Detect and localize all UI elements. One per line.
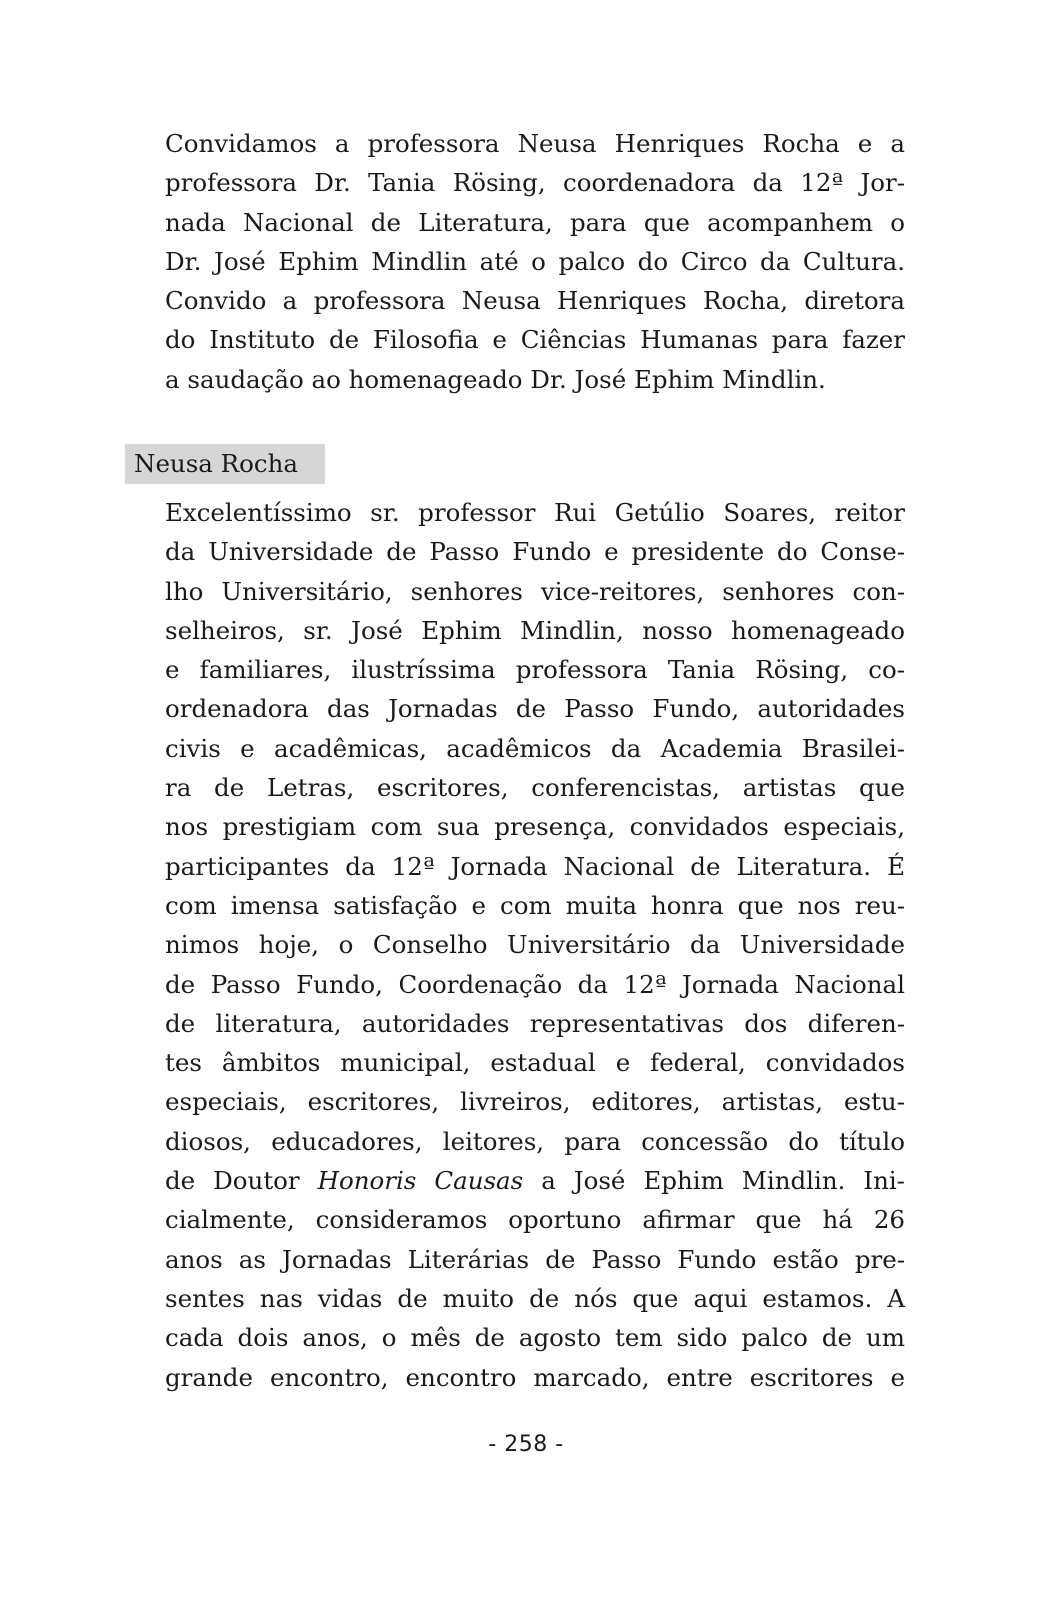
text-line: do Instituto de Filosofia e Ciências Humanas para fazer — [165, 325, 905, 355]
text-line: especiais, escritores, livreiros, editores, artistas, estu- — [165, 1087, 905, 1117]
text-line: nimos hoje, o Conselho Universitário da Universidade — [165, 930, 905, 960]
text-line: de Doutor Honoris Causas a José Ephim Mindlin. Ini- — [165, 1166, 905, 1196]
text-line: nada Nacional de Literatura, para que acompanhem o — [165, 207, 905, 237]
text-line: a saudação ao homenageado Dr. José Ephim Mindlin. — [165, 364, 826, 394]
intro-paragraph — [165, 124, 905, 399]
text-line: ordenadora das Jornadas de Passo Fundo, autoridades — [165, 694, 905, 724]
text-line: nos prestigiam com sua presença, convidados especiais, — [165, 812, 905, 842]
speaker-label: Neusa Rocha — [125, 444, 325, 484]
text-line: participantes da 12ª Jornada Nacional de Literatura. É — [165, 851, 905, 881]
text-line: ra de Letras, escritores, conferencistas, artistas que — [165, 773, 905, 803]
text-line: tes âmbitos municipal, estadual e federal, convidados — [165, 1048, 905, 1078]
text-line: grande encontro, encontro marcado, entre escritores e — [165, 1362, 905, 1392]
text-line: lho Universitário, senhores vice-reitores, senhores con- — [165, 576, 905, 606]
text-line: Dr. José Ephim Mindlin até o palco do Circo da Cultura. — [165, 246, 905, 276]
text-line: cialmente, consideramos oportuno afirmar que há 26 — [165, 1205, 905, 1235]
page-number: - 258 - — [488, 1432, 564, 1457]
text-line: e familiares, ilustríssima professora Tania Rösing, co- — [165, 655, 905, 685]
text-line: cada dois anos, o mês de agosto tem sido palco de um — [165, 1323, 905, 1353]
text-line: de literatura, autoridades representativas dos diferen- — [165, 1008, 905, 1038]
text-line: diosos, educadores, leitores, para concessão do título — [165, 1126, 905, 1156]
text-line: da Universidade de Passo Fundo e presidente do Conse- — [165, 537, 905, 567]
text-line: professora Dr. Tania Rösing, coordenadora da 12ª Jor- — [165, 168, 905, 198]
text-line: sentes nas vidas de muito de nós que aqui estamos. A — [165, 1283, 905, 1313]
text-line: Convido a professora Neusa Henriques Rocha, diretora — [165, 286, 905, 316]
speech-paragraph — [165, 493, 905, 1397]
text-line: anos as Jornadas Literárias de Passo Fundo estão pre- — [165, 1244, 905, 1274]
italic-phrase: Honoris Causas — [317, 1166, 524, 1196]
text-line: Excelentíssimo sr. professor Rui Getúlio Soares, reitor — [165, 498, 905, 527]
text-line: com imensa satisfação e com muita honra que nos reu- — [165, 890, 905, 920]
text-line: de Passo Fundo, Coordenação da 12ª Jornada Nacional — [165, 969, 905, 999]
text-line: selheiros, sr. José Ephim Mindlin, nosso homenageado — [165, 615, 905, 645]
text-line: civis e acadêmicas, acadêmicos da Academia Brasilei- — [165, 733, 905, 763]
text-line: Convidamos a professora Neusa Henriques Rocha e a — [165, 129, 905, 158]
